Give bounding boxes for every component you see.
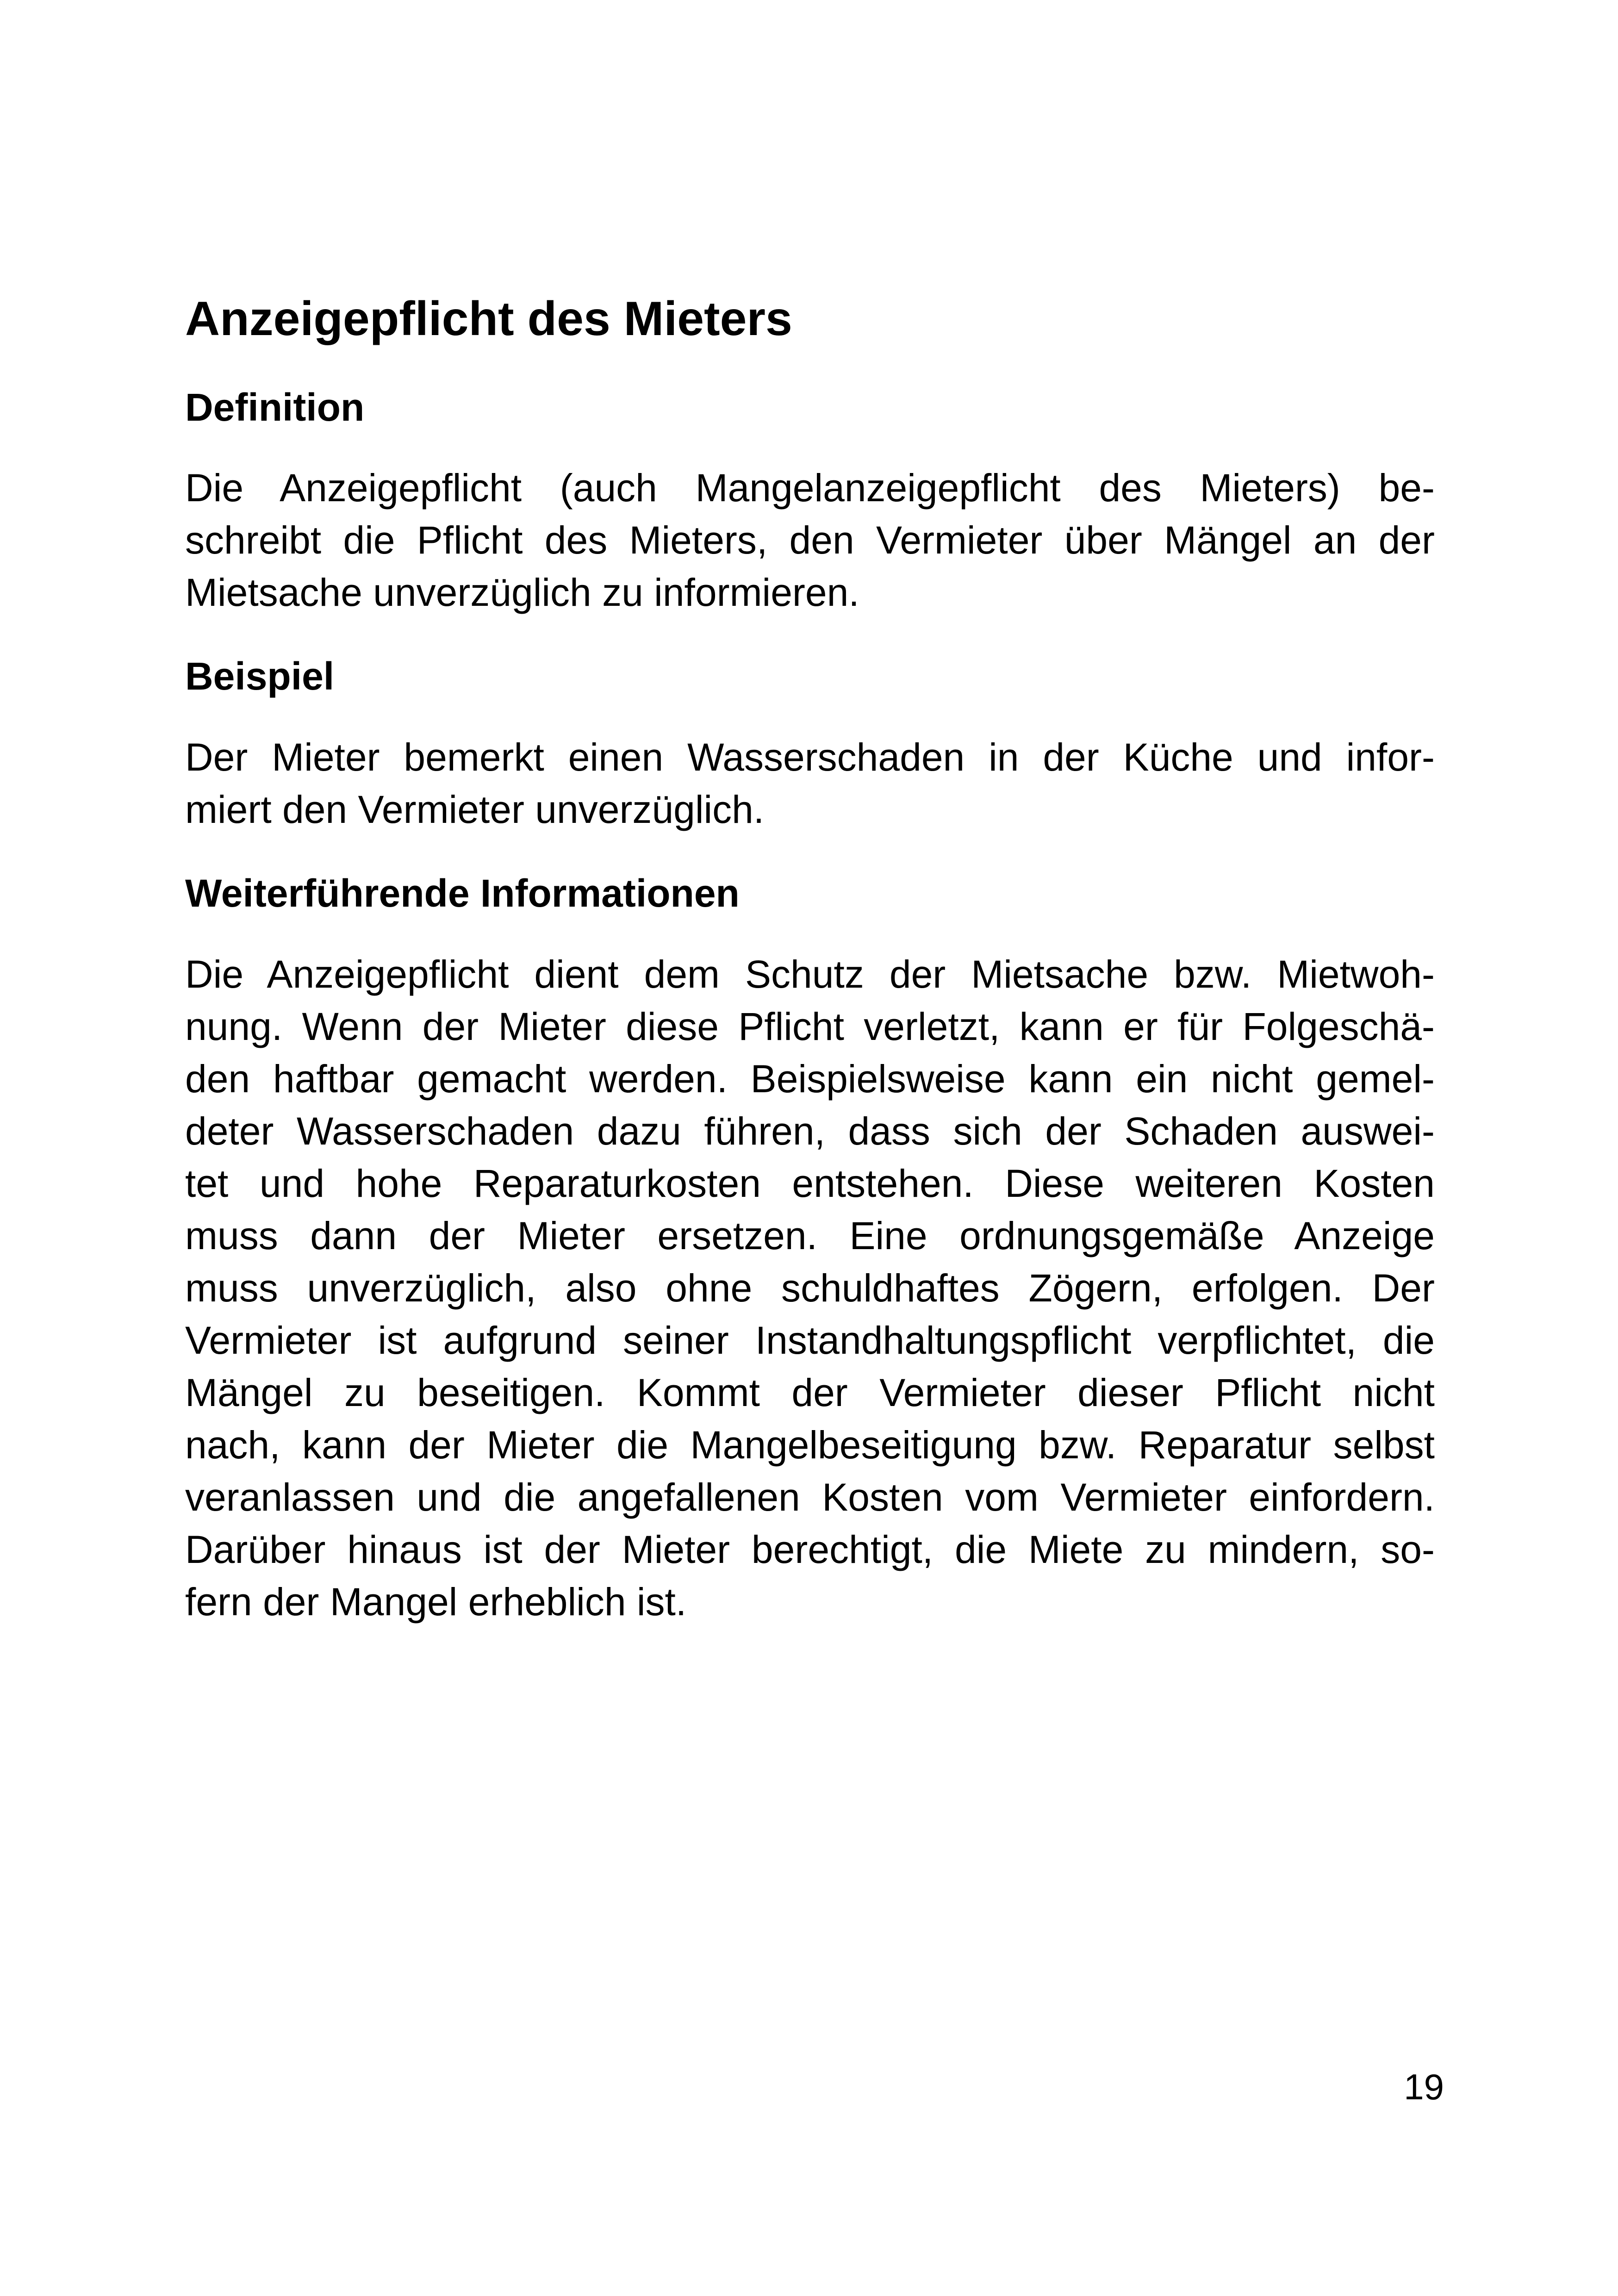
text-line: fern der Mangel erheblich ist. <box>185 1580 687 1624</box>
section-heading-further-information: Weiterführende Informationen <box>185 871 740 915</box>
text-line: Die Anzeigepflicht (auch Mangelanzeigepflicht des Mieters) be- <box>185 466 1435 510</box>
section-heading-example: Beispiel <box>185 654 335 698</box>
text-line: deter Wasserschaden dazu führen, dass sich der Schaden auswei- <box>185 1109 1435 1153</box>
text-line: Darüber hinaus ist der Mieter berechtigt, die Miete zu mindern, so- <box>185 1527 1435 1571</box>
text-line: schreibt die Pflicht des Mieters, den Vermieter über Mängel an der <box>185 518 1435 562</box>
text-line: miert den Vermieter unverzüglich. <box>185 788 765 832</box>
text-line: nach, kann der Mieter die Mangelbeseitigung bzw. Reparatur selbst <box>185 1423 1435 1467</box>
text-line: tet und hohe Reparaturkosten entstehen. Diese weiteren Kosten <box>185 1161 1435 1205</box>
page-number: 19 <box>1404 2066 1444 2107</box>
text-line: veranlassen und die angefallenen Kosten vom Vermieter einfordern. <box>185 1475 1435 1519</box>
text-line: muss unverzüglich, also ohne schuldhaftes Zögern, erfolgen. Der <box>185 1266 1435 1310</box>
text-line: Vermieter ist aufgrund seiner Instandhaltungspflicht verpflichtet, die <box>185 1318 1435 1362</box>
page-content <box>185 292 1435 1662</box>
text-line: den haftbar gemacht werden. Beispielsweise kann ein nicht gemel- <box>185 1057 1435 1101</box>
section-body-example <box>185 731 1435 836</box>
section-body-definition <box>185 462 1435 619</box>
text-line: Die Anzeigepflicht dient dem Schutz der Mietsache bzw. Mietwoh- <box>185 952 1435 996</box>
text-line: Mängel zu beseitigen. Kommt der Vermieter dieser Pflicht nicht <box>185 1370 1435 1414</box>
text-line: nung. Wenn der Mieter diese Pflicht verletzt, kann er für Folgeschä- <box>185 1004 1435 1048</box>
text-line: Der Mieter bemerkt einen Wasserschaden in der Küche und infor- <box>185 735 1435 779</box>
section-heading-definition: Definition <box>185 385 365 429</box>
page-title: Anzeigepflicht des Mieters <box>185 292 792 346</box>
text-line: Mietsache unverzüglich zu informieren. <box>185 571 859 615</box>
text-line: muss dann der Mieter ersetzen. Eine ordnungsgemäße Anzeige <box>185 1213 1435 1257</box>
section-body-further-information <box>185 948 1435 1628</box>
